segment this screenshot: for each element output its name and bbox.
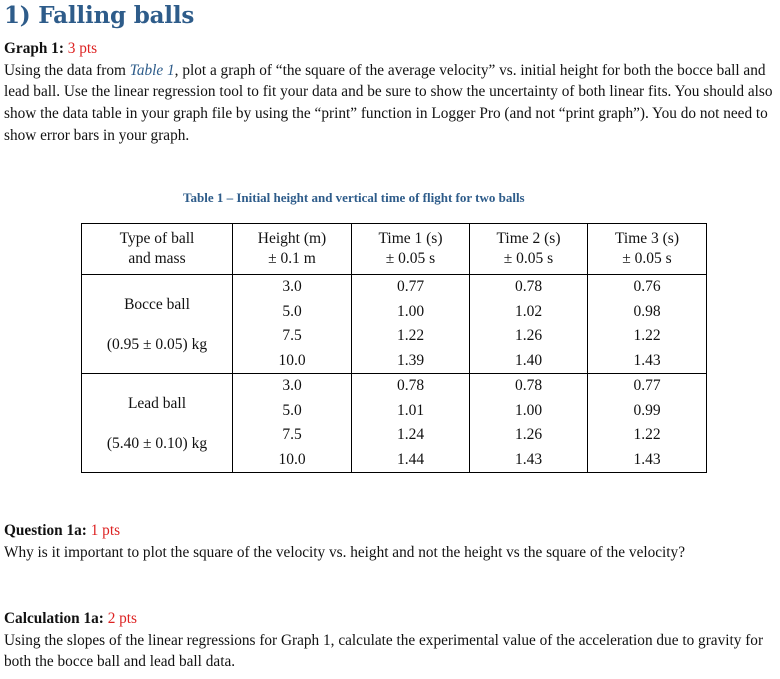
data-table <box>81 223 707 473</box>
cell-time3: 0.98 <box>588 300 707 325</box>
group-name: Bocce ball <box>124 296 190 313</box>
header-type: Type of ball and mass <box>82 224 233 275</box>
cell-time3: 1.43 <box>588 349 707 374</box>
cell-height: 10.0 <box>233 349 352 374</box>
cell-time2: 1.26 <box>470 324 588 349</box>
calc1a-block <box>4 608 776 673</box>
cell-time1: 1.01 <box>352 399 470 424</box>
group-name: Lead ball <box>127 395 187 412</box>
graph1-label: Graph 1: <box>4 40 64 57</box>
calc1a-label: Calculation 1a: <box>4 610 104 627</box>
cell-time3: 0.99 <box>588 399 707 424</box>
cell-height: 7.5 <box>233 324 352 349</box>
header-time2: Time 2 (s) ± 0.05 s <box>470 224 588 275</box>
calc1a-points: 2 pts <box>107 610 138 627</box>
graph1-text-before: Using the data from <box>4 61 130 79</box>
table-caption: Table 1 – Initial height and vertical time of flight for two balls <box>183 190 525 205</box>
calc1a-text: Using the slopes of the linear regressions for Graph 1, calculate the experimental value of the acceleration due to gravity for both the bocce ball and lead ball data. <box>4 631 764 671</box>
cell-time3: 0.77 <box>588 374 707 399</box>
cell-height: 5.0 <box>233 399 352 424</box>
cell-time1: 0.78 <box>352 374 470 399</box>
cell-height: 10.0 <box>233 448 352 473</box>
group-mass: (5.40 ± 0.10) kg <box>106 435 208 452</box>
cell-height: 3.0 <box>233 275 352 300</box>
graph1-points: 3 pts <box>67 40 98 57</box>
question1a-label: Question 1a: <box>4 522 87 539</box>
cell-time2: 1.26 <box>470 423 588 448</box>
cell-time2: 0.78 <box>470 275 588 300</box>
cell-time1: 1.00 <box>352 300 470 325</box>
section-title: 1) Falling balls <box>4 2 195 29</box>
cell-time1: 1.39 <box>352 349 470 374</box>
cell-time2: 1.00 <box>470 399 588 424</box>
header-time1: Time 1 (s) ± 0.05 s <box>352 224 470 275</box>
cell-time2: 1.43 <box>470 448 588 473</box>
cell-time3: 0.76 <box>588 275 707 300</box>
table-reference-link: Table 1 <box>129 61 175 79</box>
cell-time1: 1.24 <box>352 423 470 448</box>
graph1-text-after: , plot a graph of “the square of the average velocity” vs. initial height for both the bocce ball and lead ball. Use the linear regression tool to fit your data and be sure to show the uncertainty of both linear fits. You should also show the data table in your graph file by using the “print” function in Logger Pro (and not “print graph”). You do not need to show error bars in your graph. <box>4 61 773 144</box>
cell-time1: 1.44 <box>352 448 470 473</box>
cell-time2: 0.78 <box>470 374 588 399</box>
question1a-text: Why is it important to plot the square of the velocity vs. height and not the height vs the square of the velocity? <box>4 543 685 561</box>
question1a-points: 1 pts <box>90 522 121 539</box>
group-mass: (0.95 ± 0.05) kg <box>106 336 208 353</box>
cell-height: 3.0 <box>233 374 352 399</box>
question1a-block <box>4 520 776 563</box>
table-header-row <box>82 224 707 275</box>
cell-time1: 1.22 <box>352 324 470 349</box>
cell-time3: 1.22 <box>588 423 707 448</box>
group-cell-bocce <box>82 275 233 374</box>
cell-height: 5.0 <box>233 300 352 325</box>
header-height: Height (m) ± 0.1 m <box>233 224 352 275</box>
group-cell-lead <box>82 374 233 473</box>
cell-time2: 1.02 <box>470 300 588 325</box>
table-row <box>82 374 707 399</box>
graph1-instructions <box>4 60 776 147</box>
cell-time2: 1.40 <box>470 349 588 374</box>
graph1-block <box>4 38 776 147</box>
table-row <box>82 275 707 300</box>
header-time3: Time 3 (s) ± 0.05 s <box>588 224 707 275</box>
cell-height: 7.5 <box>233 423 352 448</box>
cell-time3: 1.22 <box>588 324 707 349</box>
cell-time3: 1.43 <box>588 448 707 473</box>
cell-time1: 0.77 <box>352 275 470 300</box>
